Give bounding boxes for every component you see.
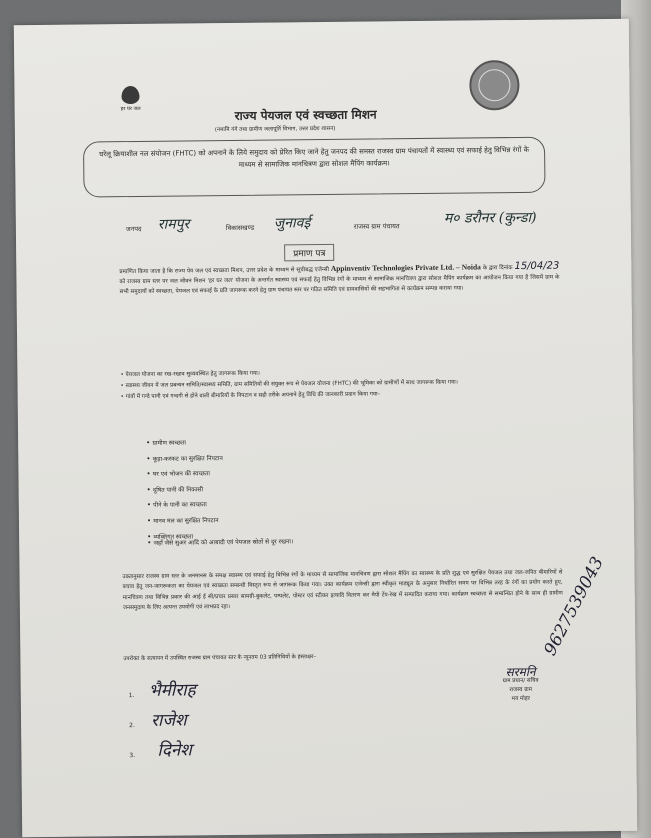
list-item: • स्वास्थ्य जीवन में जल प्रबन्धन समिति/स्वास्थ्य समिति, ग्राम समितियों की संयुक्त रूप से पेयजल योजना (FHTC) की भूमिका को ग्रामीणों में साथ जागरूक किया गया। bbox=[120, 379, 458, 390]
location-fields bbox=[125, 209, 586, 234]
pradhan-sign-block: सरमनि ग्राम प्रधान/ सचिव राजस्व ग्राम मय मोहर bbox=[461, 667, 581, 704]
list-item: • पेयजल योजना का रख-रखाव सुव्यवस्थित हेतु जागरूक किया गया। bbox=[120, 370, 260, 379]
certificate-paragraph-1: प्रमाणित किया जाता है कि राज्य पेय जल एवं स्वच्छता मिशन, उत्तर प्रदेश के माध्यम से सूचीबद्ध एजेन्सी Appinventiv Technologies Private Ltd. – Noida के द्वारा दिनांक 15/04/23 को राजस्व ग्राम स्तर पर जल जीवन मिशन 'हर घर जल' योजना के अन्तर्गत स्वास्थ्य एवं सफाई हेतु विभिन्न रंगों के माध्यम से सामाजिक मानचित्रण द्वारा सोशल मैपिंग कार्यक्रम का आयोजन किया गया है जिसमें ग्राम के सभी समुदायों को स्वच्छता, पेयजल एवं सफाई के प्रति जागरूक करने हेतु ग्राम पंचायत स्तर पर गठित समिति एवं ग्रामवासियों की सहभागिता से कार्यक्रम सम्पन्न कराया गया। bbox=[119, 260, 560, 296]
har-ghar-jal-logo: हर घर जल bbox=[106, 86, 154, 113]
mission-title: राज्य पेयजल एवं स्वच्छता मिशन bbox=[234, 107, 377, 123]
list-item: • घर एवं भोजन की स्वच्छता bbox=[146, 466, 223, 482]
attendee-signature-3: दिनेश bbox=[157, 740, 192, 761]
list-item: • व्यक्तिगत स्वच्छता bbox=[147, 529, 224, 545]
gram-panchayat-value: म० डरौनर (कुन्डा) bbox=[443, 209, 537, 227]
handwritten-phone-number: 9627539043 bbox=[540, 553, 608, 659]
certificate-title: प्रमाण पत्र bbox=[284, 244, 334, 262]
certificate-page: हर घर जल राज्य पेयजल एवं स्वच्छता मिशन (नमामि गंगे तथा ग्रामीण जलापूर्ति विभाग, उत्तर प्रदेश शासन) घरेलू क्रियाशील नल संयोजन (FHTC) को अपनाने के लिये समुदाय को प्रेरित किए जाने हेतु जनपद की समस्त राजस्व ग्राम पंचायतों में स्वास्थ्य एवं सफाई हेतु विभिन्न रंगों के माध्यम से सामाजिक मानचित्रण द्वारा सोशल मैपिंग कार्यक्रम। जनपद रामपुर विकासखण्ड जुनावई राजस्व ग्राम पंचायत म० डरौनर (कुन्डा) प्रमाण पत्र प्रमाणित किया जाता है कि राज्य पेय जल एवं स्वच्छता मिशन, उत्तर प्रदेश के माध्यम से सूचीबद्ध एजेन्सी Appinventiv Technologies Private Ltd. – Noida के द्वारा दिनांक 15/04/23 को राजस्व ग्राम स्तर पर जल जीवन मिशन 'हर घर जल' योजना के अन्तर्गत स्वास्थ्य एवं सफाई हेतु विभिन्न रंगों के माध्यम से सामाजिक मानचित्रण द्वारा सोशल मैपिंग कार्यक्रम का आयोजन किया गया है जिसमें ग्राम के सभी समुदायों को स्वच्छता, पेयजल एवं सफाई के प्रति जागरूक करने हेतु ग्राम पंचायत स्तर पर गठित समिति एवं ग्रामवासियों की सहभागिता से कार्यक्रम सम्पन्न कराया गया। • पेयजल योजना का रख-रखाव सुव्यवस्थित हेतु जागरूक किया गया। • स्वास्थ्य जीवन में जल प्रबन्धन समिति/स्वास्थ्य समिति, ग्राम समितियों की संयुक्त रूप से पेयजल योजना (FHTC) की भूमिका को ग्रामीणों में साथ जागरूक किया गया। • गांवों में गन्दे पानी एवं गन्दगी से होने वाली बीमारियों के निपटान व सही तरीके अपनाने हेतु विधि की जानकारी प्रदान किया गया– • ग्रामीण स्वच्छता • कूड़ा-करकट का सुरक्षित निपटान • घर एवं भोजन की स्वच्छता • दूषित पानी की निकासी • पीने के पानी का स्वच्छता • मानव मल का सुरक्षित निपटान • व्यक्तिगत स्वच्छता • जहाँ जैसे सुअर आदि को आबादी एवं पेयजल स्रोतों से दूर रखना। उक्तानुसार राजस्व ग्राम स्तर के जनमानस के समक्ष स्वास्थ्य एवं सफाई हेतु विभिन्न रंगों के माध्यम से सामाजिक मानचित्रण द्वारा सोशल मैपिंग का स्वास्थ्य के प्रति शुद्ध एवं सुरक्षित पेयजल तथा जल-जनित बीमारियों से बचाव हेतु जन-जागरूकता का पेयजल एवं स्वच्छता सम्बन्धी विस्तृत रूप से जागरूक किया गया। उक्त कार्यक्रम एजेन्सी द्वारा स्वीकृत माड्यूल के अनुसार निर्धारित समय पर विभिन्न तरह के रंगों का प्रयोग करते हुए, मानचित्रण तथा विभिन्न प्रकार की आई ई सी/प्रचार प्रसार सामग्री-बुकलेट, पम्पलेट, पोस्टर एवं स्टीकर इत्यादि वितरण कर मैपी टेंप-रेख में सम्पादित कराया गया। कार्यक्रम स्वच्छता से सम्बन्धित होने के साथ ही ग्रामीण जनसमुदाय के लिए अत्यन्त उपयोगी एवं लाभप्रद रहा। उपरोक्त के सत्यापन में उपस्थित राजस्व ग्राम पंचायत स्तर के न्यूनतम 03 प्रतिनिधियों के हस्ताक्षर– 1. भैमीराह 2. राजेश 3. दिनेश सरमनि ग्राम प्रधान/ सचिव राजस्व ग्राम मय मोहर 9627539043 bbox=[14, 19, 637, 837]
list-item-last: • जहाँ जैसे सुअर आदि को आबादी एवं पेयजल स्रोतों से दूर रखना। bbox=[147, 537, 293, 547]
up-government-seal-icon bbox=[469, 60, 520, 111]
list-item: • पीने के पानी का स्वच्छता bbox=[147, 497, 224, 513]
event-date: 15/04/23 bbox=[514, 260, 560, 273]
attendee-signature-2: राजेश bbox=[150, 710, 187, 731]
hygiene-topics-list bbox=[146, 435, 224, 545]
gram-panchayat-label: राजस्व ग्राम पंचायत bbox=[353, 222, 400, 231]
list-item: • कूड़ा-करकट का सुरक्षित निपटान bbox=[146, 451, 223, 467]
district-value: रामपुर bbox=[157, 216, 190, 233]
certificate-paragraph-2: उक्तानुसार राजस्व ग्राम स्तर के जनमानस के समक्ष स्वास्थ्य एवं सफाई हेतु विभिन्न रंगों के माध्यम से सामाजिक मानचित्रण द्वारा सोशल मैपिंग का स्वास्थ्य के प्रति शुद्ध एवं सुरक्षित पेयजल तथा जल-जनित बीमारियों से बचाव हेतु जन-जागरूकता का पेयजल एवं स्वच्छता सम्बन्धी विस्तृत रूप से जागरूक किया गया। उक्त कार्यक्रम एजेन्सी द्वारा स्वीकृत माड्यूल के अनुसार निर्धारित समय पर विभिन्न तरह के रंगों का प्रयोग करते हुए, मानचित्रण तथा विभिन्न प्रकार की आई ई सी/प्रचार प्रसार सामग्री-बुकलेट, पम्पलेट, पोस्टर एवं स्टीकर इत्यादि वितरण कर मैपी टेंप-रेख में सम्पादित कराया गया। कार्यक्रम स्वच्छता से सम्बन्धित होने के साथ ही ग्रामीण जनसमुदाय के लिए अत्यन्त उपयोगी एवं लाभप्रद रहा। bbox=[122, 569, 563, 612]
list-item: • दूषित पानी की निकासी bbox=[147, 482, 224, 498]
list-item: • मानव मल का सुरक्षित निपटान bbox=[147, 513, 224, 529]
block-label: विकासखण्ड bbox=[225, 223, 255, 233]
list-item: • गांवों में गन्दे पानी एवं गन्दगी से होने वाली बीमारियों के निपटान व सही तरीके अपनाने हेतु विधि की जानकारी प्रदान किया गया– bbox=[120, 391, 381, 401]
pradhan-signature: सरमनि bbox=[505, 664, 536, 680]
signature-intro: उपरोक्त के सत्यापन में उपस्थित राजस्व ग्राम पंचायत स्तर के न्यूनतम 03 प्रतिनिधियों के हस्ताक्षर– bbox=[123, 654, 317, 663]
certificate-bullets bbox=[120, 366, 560, 404]
agency-name: Appinventiv Technologies Private Ltd. – Noida bbox=[330, 262, 481, 273]
list-item: • ग्रामीण स्वच्छता bbox=[146, 435, 223, 451]
district-label: जनपद bbox=[125, 224, 142, 234]
attendee-signature-1: भैमीराह bbox=[148, 680, 196, 701]
mission-subtitle: (नमामि गंगे तथा ग्रामीण जलापूर्ति विभाग, उत्तर प्रदेश शासन) bbox=[214, 125, 336, 134]
water-drop-icon bbox=[121, 86, 139, 104]
program-banner: घरेलू क्रियाशील नल संयोजन (FHTC) को अपनाने के लिये समुदाय को प्रेरित किए जाने हेतु जनपद की समस्त राजस्व ग्राम पंचायतों में स्वास्थ्य एवं सफाई हेतु विभिन्न रंगों के माध्यम से सामाजिक मानचित्रण द्वारा सोशल मैपिंग कार्यक्रम। bbox=[83, 137, 546, 198]
block-value: जुनावई bbox=[273, 215, 311, 232]
